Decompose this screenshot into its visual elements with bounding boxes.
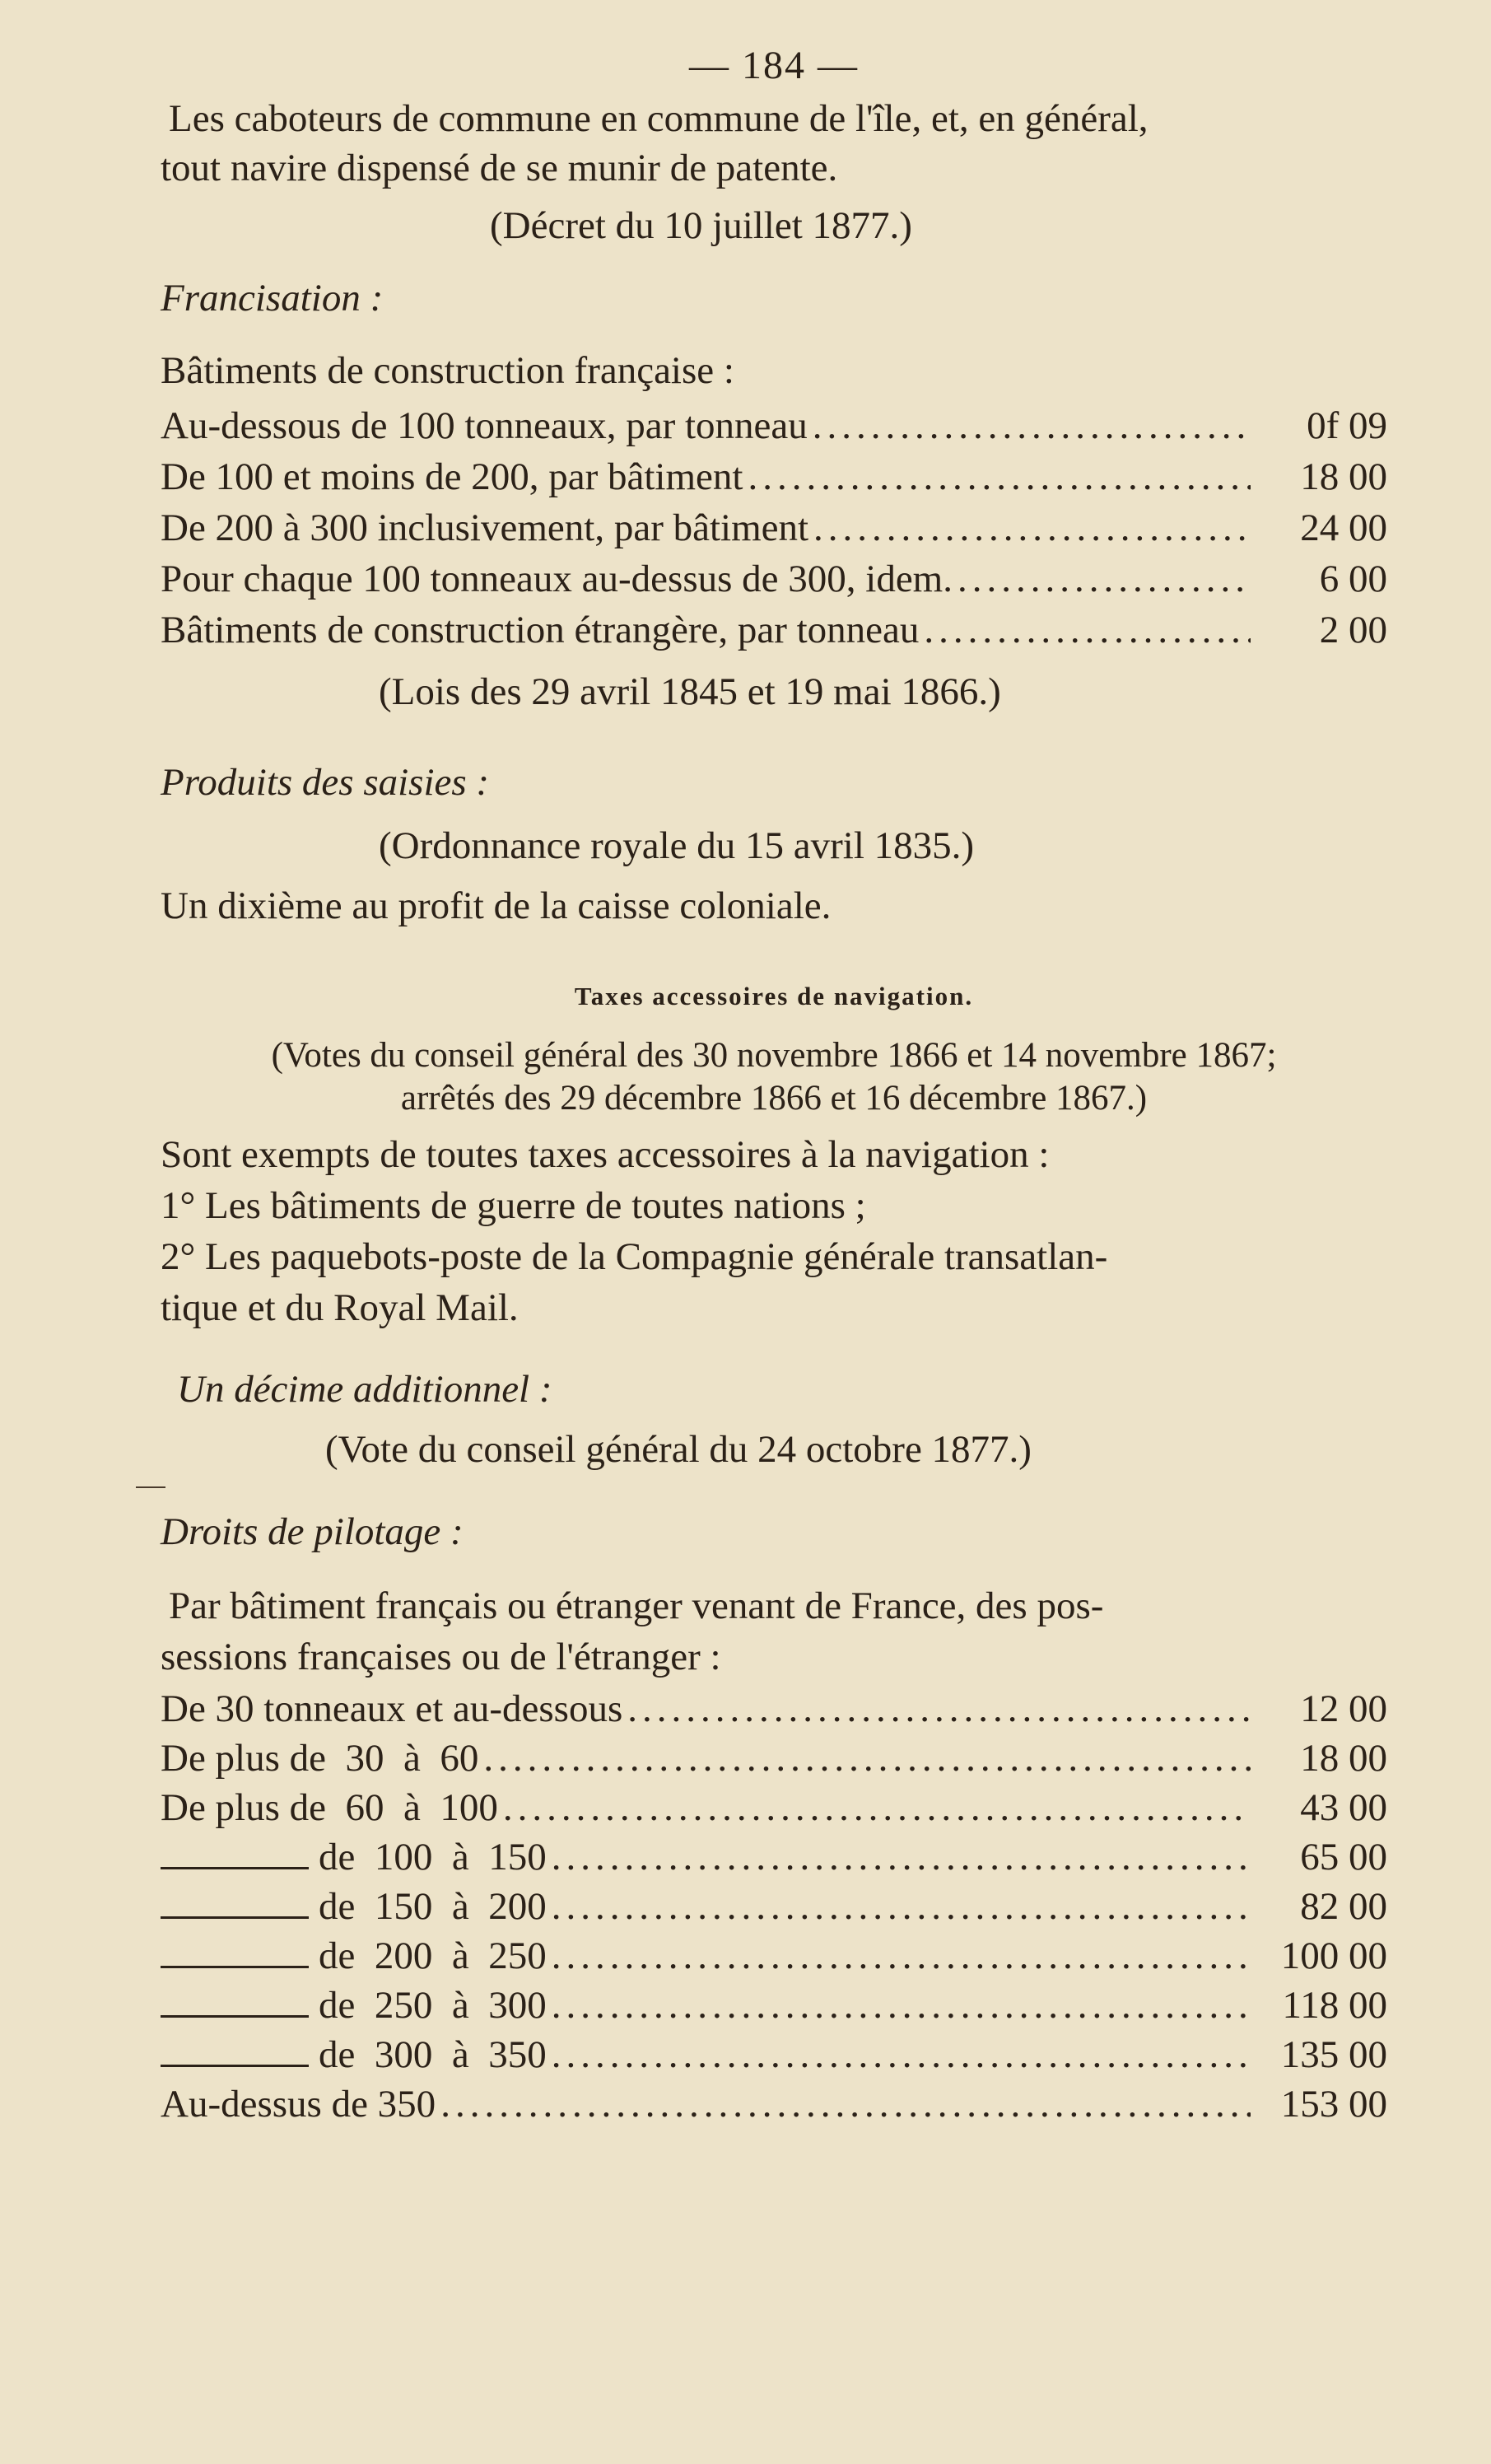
row-label: De plus de 30 à 60	[161, 1737, 479, 1780]
pilotage-row	[161, 2032, 1387, 2084]
row-label: Pour chaque 100 tonneaux au-dessus de 300, idem.	[161, 558, 953, 600]
page-number: — 184 —	[689, 44, 859, 87]
taxes-intro: Sont exempts de toutes taxes accessoires à la navigation :	[161, 1133, 1050, 1176]
row-value: 24 00	[1300, 506, 1387, 549]
taxes-reference-line-2: arrêtés des 29 décembre 1866 et 16 décembre 1867.)	[400, 1079, 1148, 1118]
pilotage-row	[161, 1736, 1387, 1787]
pilotage-row	[161, 1983, 1387, 2034]
taxes-item-2-line-1: 2° Les paquebots-poste de la Compagnie générale transatlan-	[161, 1235, 1108, 1278]
pilotage-row	[161, 1687, 1387, 1738]
book-page	[161, 0, 1387, 2464]
row-value: 6 00	[1319, 558, 1387, 600]
pilotage-row	[161, 1934, 1387, 1985]
row-value: 2 00	[1319, 609, 1387, 651]
row-label: De plus de 60 à 100	[161, 1786, 498, 1829]
francisation-reference: (Lois des 29 avril 1845 et 19 mai 1866.)	[379, 670, 1001, 713]
row-label: Au-dessous de 100 tonneaux, par tonneau	[161, 404, 808, 447]
pilotage-row	[161, 2082, 1387, 2133]
ditto-dash	[161, 1966, 309, 1968]
intro-line-1: Les caboteurs de commune en commune de l'île, et, en général,	[169, 97, 1149, 140]
intro-line-2: tout navire dispensé de se munir de patente.	[161, 147, 838, 189]
row-label: De 200 à 300 inclusivement, par bâtiment	[161, 506, 809, 549]
ditto-dash	[161, 1916, 309, 1919]
francisation-row	[161, 557, 1387, 608]
decime-title: Un décime additionnel :	[177, 1368, 552, 1411]
row-value: 82 00	[1300, 1885, 1387, 1928]
row-label: De 30 tonneaux et au-dessous	[161, 1687, 623, 1730]
pilotage-row	[161, 1785, 1387, 1836]
row-label: De 100 et moins de 200, par bâtiment	[161, 455, 743, 498]
saisies-title: Produits des saisies :	[161, 761, 490, 804]
pilotage-intro-line-2: sessions françaises ou de l'étranger :	[161, 1636, 721, 1678]
francisation-row	[161, 506, 1387, 557]
saisies-text: Un dixième au profit de la caisse coloniale.	[161, 884, 832, 927]
margin-rule	[136, 1486, 165, 1488]
row-label: de 250 à 300	[319, 1984, 547, 2027]
ditto-dash	[161, 2015, 309, 2018]
row-value: 43 00	[1300, 1786, 1387, 1829]
row-value: 153 00	[1280, 2083, 1387, 2126]
francisation-subtitle: Bâtiments de construction française :	[161, 349, 734, 392]
row-label: de 300 à 350	[319, 2033, 547, 2076]
francisation-row	[161, 455, 1387, 506]
row-value: 118 00	[1282, 1984, 1387, 2027]
taxes-heading: Taxes accessoires de navigation.	[574, 982, 974, 1010]
francisation-row	[161, 608, 1387, 659]
taxes-item-1: 1° Les bâtiments de guerre de toutes nations ;	[161, 1184, 866, 1227]
ditto-dash	[161, 2065, 309, 2067]
row-label: de 150 à 200	[319, 1885, 547, 1928]
row-value: 18 00	[1300, 455, 1387, 498]
row-value: 65 00	[1300, 1836, 1387, 1878]
decime-reference: (Vote du conseil général du 24 octobre 1877.)	[325, 1428, 1032, 1471]
row-value: 0f 09	[1307, 404, 1387, 447]
pilotage-row	[161, 1835, 1387, 1886]
ditto-dash	[161, 1867, 309, 1869]
row-value: 12 00	[1300, 1687, 1387, 1730]
pilotage-row	[161, 1884, 1387, 1935]
francisation-title: Francisation :	[161, 277, 384, 320]
pilotage-title: Droits de pilotage :	[161, 1510, 464, 1553]
row-value: 18 00	[1300, 1737, 1387, 1780]
row-label: de 100 à 150	[319, 1836, 547, 1878]
row-value: 135 00	[1280, 2033, 1387, 2076]
intro-reference: (Décret du 10 juillet 1877.)	[490, 204, 912, 247]
taxes-item-2-line-2: tique et du Royal Mail.	[161, 1286, 519, 1329]
taxes-reference-line-1: (Votes du conseil général des 30 novembre 1866 et 14 novembre 1867;	[271, 1036, 1277, 1075]
pilotage-intro-line-1: Par bâtiment français ou étranger venant de France, des pos-	[169, 1584, 1104, 1627]
row-value: 100 00	[1280, 1934, 1387, 1977]
row-label: Bâtiments de construction étrangère, par tonneau	[161, 609, 920, 651]
row-label: Au-dessus de 350	[161, 2083, 436, 2126]
row-label: de 200 à 250	[319, 1934, 547, 1977]
francisation-row	[161, 404, 1387, 455]
saisies-reference: (Ordonnance royale du 15 avril 1835.)	[379, 824, 975, 867]
